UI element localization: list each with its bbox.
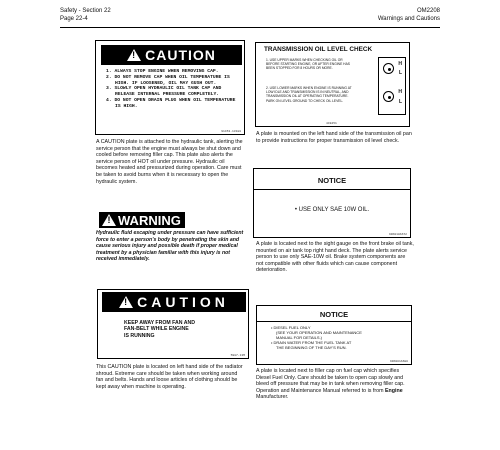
notice-text: • USE ONLY SAE 10W OIL.	[294, 207, 370, 213]
oil-level-diagram	[378, 57, 406, 115]
plate-code: 91453-13180	[221, 130, 241, 133]
plate-code: 449451	[326, 122, 337, 125]
warning-banner	[99, 212, 185, 228]
plate-code: 5987-13M	[230, 354, 245, 357]
thermometer-cold-icon	[383, 63, 394, 74]
caption-text: Manufacturer.	[256, 394, 289, 401]
gear-icon	[383, 91, 394, 102]
notice-fuel-caption	[256, 368, 414, 401]
caution-message	[124, 320, 195, 339]
notice-plate-brake-oil	[253, 168, 411, 238]
notice-line: THE BEGINNING OF THE DAY'S RUN.	[276, 345, 347, 350]
caution-plate-fan	[97, 289, 249, 359]
caution-list	[106, 69, 241, 110]
transmission-oil-plate	[255, 42, 410, 127]
caution-banner	[102, 292, 246, 312]
header-left	[60, 8, 111, 23]
notice-line: MANUAL FOR DETAILS.)	[276, 335, 323, 340]
caution-title: CAUTION	[145, 47, 216, 63]
caption-text: A plate is located next to filler cap on fuel cap which specifies Diesel Fuel Only. Care should be taken to open cap slowly and bleed off pressure that may be in tank when removing filler cap. Operation and Maintenance Manual referred to is from	[256, 368, 405, 394]
caution-item: 3. SLOWLY OPEN HYDRAULIC OIL TANK CAP AND RELEASE INTERNAL PRESSURE COMPLETELY.	[106, 86, 222, 98]
transmission-instruction-1: 1. USE UPPER MARKS WHEN CHECKING OIL OR BEFORE STARTING ENGINE, OR AFTER ENGINE HAS BEEN STOPPED FOR 8 HOURS OR MORE.	[266, 58, 350, 71]
warning-triangle-icon	[127, 49, 141, 61]
caution-item: 1. ALWAYS STOP ENGINE WHEN REMOVING CAP.	[106, 69, 219, 74]
transmission-title: TRANSMISSION OIL LEVEL CHECK	[264, 46, 373, 53]
transmission-instruction-2: 2. USE LOWER MARKS WHEN ENGINE IS RUNNING AT LOW IDLE AND TRANSMISSION IS IN NEUTRAL, AND TRANSMISSION OIL AT OPERATING TEMPERATURE. PARK ON LEVEL GROUND TO CHECK OIL LEVEL.	[266, 86, 352, 103]
page-header	[60, 6, 440, 28]
document-id: OM2208	[416, 8, 440, 14]
mark-high: H	[398, 61, 402, 67]
mark-low: L	[398, 70, 402, 76]
warning-label	[97, 210, 189, 230]
warning-text: Hydraulic fluid escaping under pressure can have sufficient force to enter a person's body by penetrating the skin and cause serious injury and possible death if proper medical treatment by a physician familiar with this injury is not received immediately.	[96, 230, 244, 263]
mark-low: L	[398, 99, 402, 105]
notice-title: NOTICE	[319, 310, 349, 319]
warning-triangle-icon	[102, 214, 116, 226]
mark-high: H	[398, 89, 402, 95]
caution-banner	[101, 45, 242, 65]
page-number: Page 22-4	[60, 15, 88, 22]
caution-fan-caption: This CAUTION plate is located on left hand side of the radiator shroud. Extreme care should be taken when working around fan and belts. Hands and loose articles of clothing should be kept away when machine is operating.	[96, 364, 243, 390]
caution-item: 4. DO NOT OPEN DRAIN PLUG WHEN OIL TEMPERATURE IS HIGH.	[106, 97, 236, 109]
notice-brake-caption: A plate is located next to the sight gauge on the front brake oil tank, mounted on air tank top right hand deck. The plate alerts service person to use only SAE-10W oil. Brake system components are not compatible with other fluids which can cause component deterioration.	[256, 241, 414, 274]
plate-code: 99K001AS80	[389, 360, 408, 363]
notice-line: (SEE YOUR OPERATION AND MAINTENANCE	[276, 330, 362, 335]
caution-line: IS RUNNING	[124, 332, 155, 339]
notice-line: • DRAIN WATER FROM THE FUEL TANK AT	[271, 340, 352, 345]
caution-title: CAUTION	[137, 294, 229, 310]
chapter-title: Warnings and Cautions	[377, 15, 440, 22]
caution-line: KEEP AWAY FROM FAN AND	[124, 320, 195, 326]
caution-line: FAN-BELT WHILE ENGINE	[124, 326, 189, 333]
transmission-caption: A plate is mounted on the left hand side of the transmission oil pan to provide instructions for proper transmission oil level check.	[256, 131, 412, 144]
header-right	[378, 8, 440, 23]
notice-title: NOTICE	[317, 176, 347, 185]
notice-text	[271, 325, 362, 350]
warning-title: WARNING	[118, 212, 181, 228]
warning-triangle-icon	[119, 296, 133, 308]
caution-plate-hydraulic	[95, 40, 245, 135]
divider	[257, 321, 411, 322]
notice-plate-fuel	[256, 305, 412, 365]
divider	[254, 189, 410, 190]
caution-item: 2. DO NOT REMOVE CAP WHEN OIL TEMPERATURE IS HIGH. IF LOOSENED, OIL MAY GUSH OUT.	[106, 74, 230, 86]
caption-emphasis: Engine	[384, 387, 403, 394]
caution-hydraulic-caption: A CAUTION plate is attached to the hydraulic tank, alerting the service person that the engine must always be shut down and cooled before removing filler cap. This plate also alerts the service person of HOT oil under pressure. Hydraulic oil becomes heated and pressurized during operation. Care must be taken to avoid burns when it is necessary to open the hydraulic system.	[96, 139, 243, 185]
section-title: Safety - Section 22	[60, 8, 111, 14]
plate-code: 99K010AS72	[388, 233, 407, 236]
notice-line: • DIESEL FUEL ONLY	[271, 325, 311, 330]
